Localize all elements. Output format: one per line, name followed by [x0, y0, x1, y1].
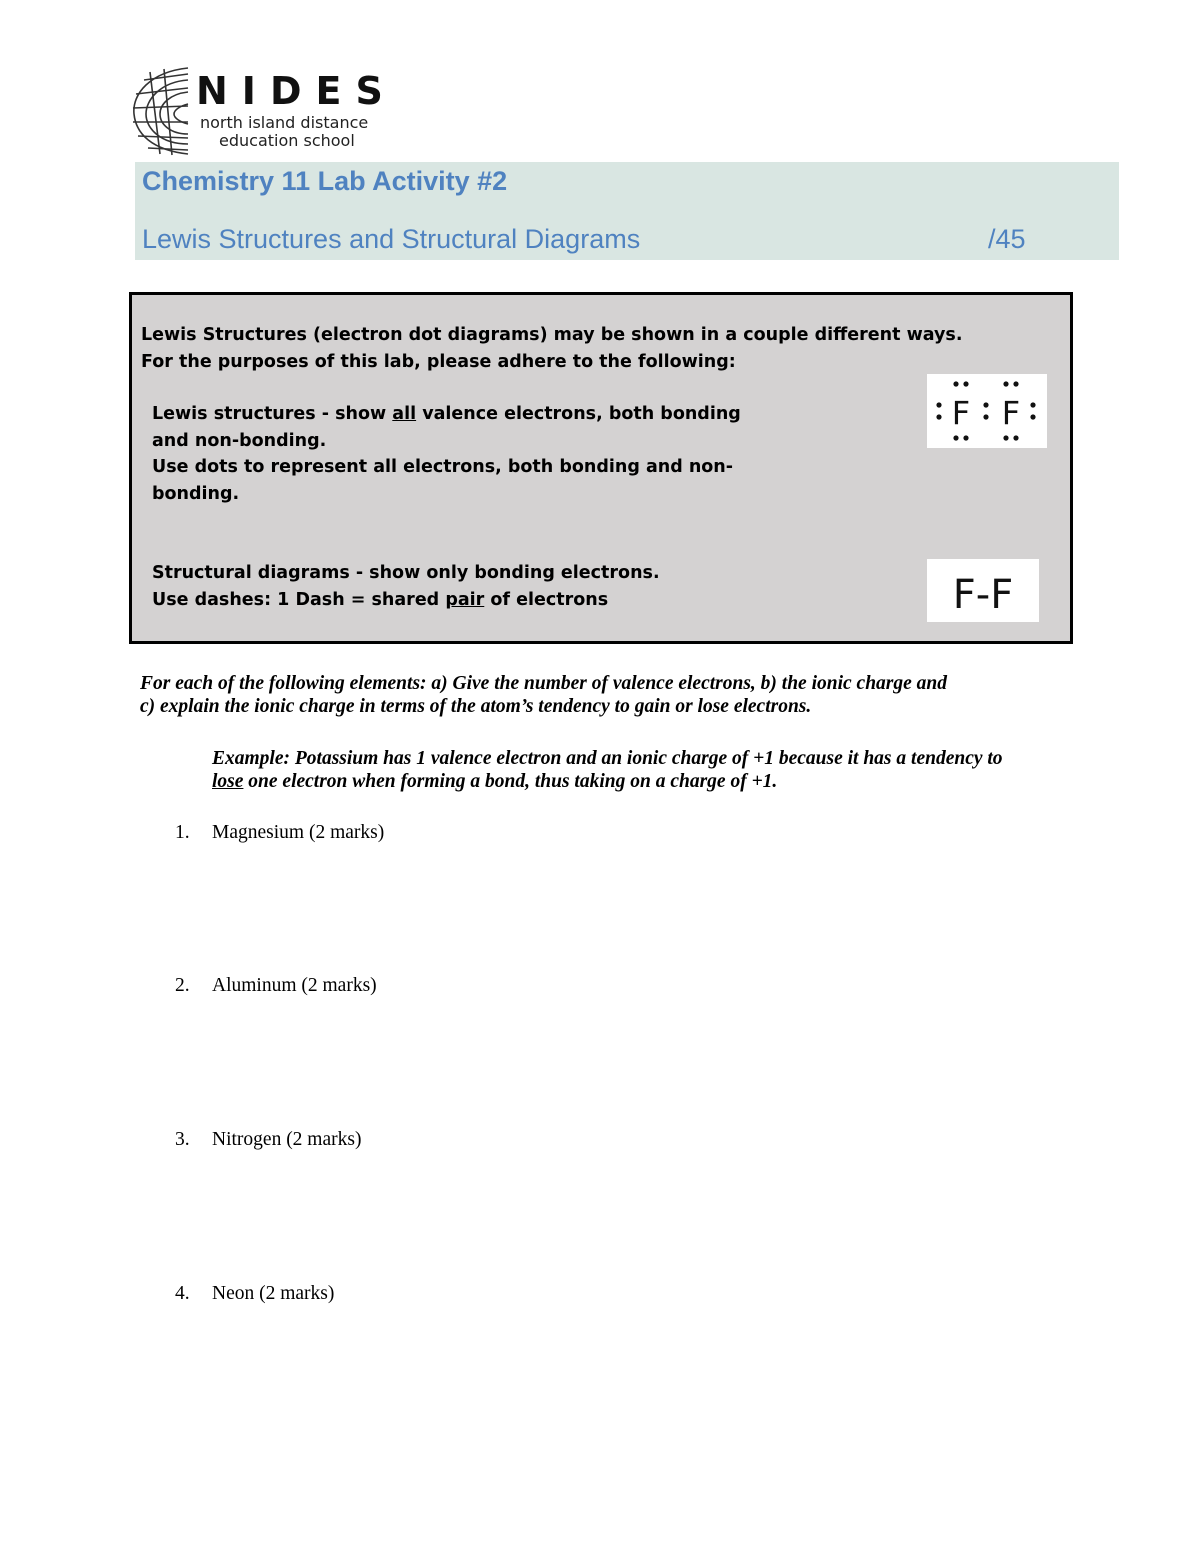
structural-line-2	[152, 587, 660, 614]
example-line-1: Example: Potassium has 1 valence electron and an ionic charge of +1 because it has a tendency to	[212, 748, 1003, 769]
school-logo	[130, 64, 400, 160]
question-1-number: 1.	[175, 822, 190, 843]
page-title: Chemistry 11 Lab Activity #2	[142, 166, 508, 196]
structural-emphasis: pair	[445, 589, 485, 610]
logo-subtitle-line2: education school	[219, 131, 355, 150]
lewis-line-3: Use dots to represent all electrons, both bonding and non-	[152, 457, 734, 477]
structural-line-1: Structural diagrams - show only bonding electrons.	[152, 563, 660, 583]
question-1-text: Magnesium (2 marks)	[212, 822, 385, 843]
instructions-line-1: For each of the following elements: a) Give the number of valence electrons, b) the ionic charge and	[140, 673, 948, 694]
example-line-2	[212, 770, 1072, 793]
example-emphasis: lose	[212, 771, 244, 792]
structural-diagram-icon	[927, 559, 1039, 622]
structural-guideline	[152, 560, 660, 613]
intro-line-2: For the purposes of this lab, please adhere to the following:	[141, 351, 736, 372]
lewis-line-1	[152, 401, 741, 428]
question-2-number: 2.	[175, 975, 190, 996]
lewis-line-1-post: valence electrons, both bonding	[416, 404, 741, 424]
lewis-emphasis: all	[392, 404, 417, 424]
lab-subtitle: Lewis Structures and Structural Diagrams	[142, 224, 641, 254]
example-line-2-rest: one electron when forming a bond, thus taking on a charge of +1.	[243, 771, 778, 792]
logo-subtitle-line1: north island distance	[200, 113, 369, 132]
structural-formula: F-F	[952, 572, 1014, 618]
question-4-text: Neon (2 marks)	[212, 1283, 335, 1304]
worked-example	[212, 747, 1072, 793]
intro-line-1: Lewis Structures (electron dot diagrams) may be shown in a couple different ways.	[141, 325, 963, 345]
logo-wordmark: NIDES	[196, 69, 397, 113]
instructions	[140, 672, 1040, 718]
instructions-line-2: c) explain the ionic charge in terms of the atom’s tendency to gain or lose electrons.	[140, 696, 812, 717]
structural-line-2-post: of electrons	[484, 589, 609, 610]
lewis-atom-1: F	[951, 394, 971, 432]
lewis-line-1-pre: Lewis structures - show	[152, 404, 393, 424]
question-2-text: Aluminum (2 marks)	[212, 975, 377, 996]
lewis-guideline	[152, 401, 741, 507]
question-3-number: 3.	[175, 1129, 190, 1150]
question-4-number: 4.	[175, 1283, 190, 1304]
total-marks: /45	[988, 224, 1026, 254]
question-3-text: Nitrogen (2 marks)	[212, 1129, 362, 1150]
globe-logo-icon	[130, 64, 190, 156]
lewis-line-2: and non-bonding.	[152, 430, 327, 451]
guidelines-intro	[141, 322, 962, 375]
lewis-atom-2: F	[1001, 394, 1021, 432]
structural-line-2-pre: Use dashes: 1 Dash = shared	[152, 589, 446, 610]
lewis-diagram-icon	[927, 374, 1047, 448]
lewis-line-4: bonding.	[152, 483, 240, 504]
lewis-structure-example	[927, 374, 1047, 448]
structural-diagram-example	[927, 559, 1039, 622]
